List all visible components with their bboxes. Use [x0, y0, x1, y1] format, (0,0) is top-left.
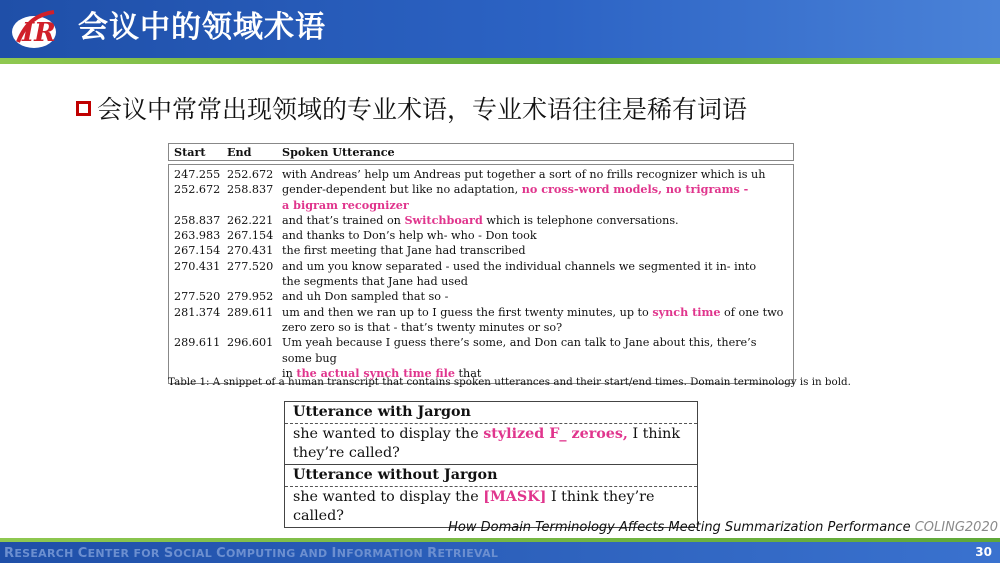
- start-time: 281.374: [174, 305, 221, 319]
- domain-term: no cross-word models, no trigrams -: [521, 182, 749, 197]
- header-utterance: Spoken Utterance: [282, 145, 395, 159]
- header-accent-stripe: [0, 58, 1000, 64]
- org-name-part: ETRIEVAL: [437, 547, 499, 560]
- without-jargon-header: Utterance without Jargon: [285, 464, 697, 487]
- end-time: [227, 320, 282, 335]
- citation-title: How Domain Terminology Affects Meeting Summarization Performance: [448, 520, 911, 535]
- utterance-text: [282, 167, 793, 182]
- transcript-table-header: [168, 143, 794, 161]
- org-name-part: OCIAL: [173, 547, 217, 560]
- org-name-part: R: [427, 546, 438, 561]
- start-time: 247.255: [174, 168, 221, 181]
- utterance-segment: in: [282, 366, 297, 380]
- end-time: 277.520: [227, 259, 274, 273]
- end-time: [227, 198, 282, 213]
- start-time: [169, 198, 227, 213]
- start-time: 277.520: [174, 290, 221, 304]
- end-time: 279.952: [227, 290, 274, 304]
- title-bar: [0, 0, 1000, 58]
- table-row: [169, 243, 793, 258]
- utterance-segment: and thanks to Don’s help wh- who - Don took: [282, 229, 537, 243]
- start-time: [169, 320, 227, 335]
- table-row-continuation: [169, 274, 793, 289]
- domain-term: synch time: [652, 304, 721, 319]
- utterance-text: [282, 243, 793, 258]
- start-time: [169, 274, 227, 289]
- end-time: 262.221: [227, 213, 274, 227]
- page-number: 30: [975, 545, 992, 559]
- slide-title: 会议中的领域术语: [78, 10, 326, 45]
- with-jargon-utterance: [285, 424, 697, 464]
- end-time: [227, 274, 282, 289]
- end-time: 296.601: [227, 336, 274, 350]
- paper-citation: [448, 520, 998, 535]
- org-name-part: I: [331, 546, 337, 561]
- org-name-part: NFORMATION: [336, 547, 428, 560]
- org-name-part: OMPUTING AND: [226, 547, 332, 560]
- transcript-table: [168, 143, 794, 384]
- end-time: 258.837: [227, 183, 274, 197]
- start-time: 252.672: [174, 183, 221, 197]
- utterance-segment: with Andreas’ help um Andreas put together a sort of no frills recognizer which is uh: [282, 168, 766, 181]
- table-row-continuation: [169, 320, 793, 335]
- utterance-segment: of one two: [720, 305, 784, 319]
- table-caption: Table 1: A snippet of a human transcript that contains spoken utterances and their start/end times. Domain terminology is in bold.: [168, 376, 851, 388]
- citation-venue: COLING2020: [914, 520, 998, 535]
- utterance-segment: the first meeting that Jane had transcribed: [282, 244, 526, 258]
- table-row: [169, 259, 793, 274]
- end-time: 270.431: [227, 244, 274, 258]
- end-time: 252.672: [227, 168, 274, 181]
- org-name-part: C: [77, 546, 88, 561]
- table-row: [169, 213, 793, 228]
- start-time: 270.431: [174, 259, 221, 273]
- utterance-segment: zero zero so is that - that’s twenty minutes or so?: [282, 320, 563, 334]
- start-time: 263.983: [174, 229, 221, 243]
- utterance-segment: and that’s trained on: [282, 213, 405, 227]
- table-row: [169, 305, 793, 320]
- utterance-text: [282, 320, 793, 335]
- org-name-part: R: [4, 546, 15, 561]
- header-end: End: [227, 145, 252, 159]
- utterance-segment: Um yeah because I guess there’s some, and Don can talk to Jane about this, there’s some bug: [282, 336, 757, 365]
- start-time: 267.154: [174, 244, 221, 258]
- jargon-comparison-table: [284, 401, 698, 528]
- domain-term: the actual synch time file: [296, 365, 455, 380]
- utterance-text: [282, 228, 793, 243]
- table-row-continuation: [169, 198, 793, 213]
- mask-token: [MASK]: [483, 489, 547, 505]
- start-time: 258.837: [174, 213, 221, 227]
- table-row: [169, 167, 793, 182]
- utterance-segment: that: [454, 366, 482, 380]
- utterance-text: [282, 259, 793, 274]
- utterance-text: [282, 213, 793, 228]
- utterance-text: [282, 274, 793, 289]
- utterance-segment: which is telephone conversations.: [482, 213, 679, 227]
- utterance-segment: and um you know separated - used the individual channels we segmented it in- into: [282, 259, 757, 273]
- table-row: [169, 289, 793, 304]
- utterance-text: [282, 198, 793, 213]
- without-jargon-text-before: she wanted to display the: [293, 489, 484, 505]
- with-jargon-text-after: I think they’re called?: [293, 426, 681, 461]
- with-jargon-term: stylized F_ zeroes,: [483, 426, 628, 442]
- start-time: 289.611: [174, 336, 221, 350]
- bullet-text: 会议中常常出现领域的专业术语，专业术语往往是稀有词语: [97, 95, 748, 124]
- svg-text:IR: IR: [22, 18, 56, 48]
- utterance-segment: the segments that Jane had used: [282, 275, 468, 289]
- utterance-segment: gender-dependent but like no adaptation,: [282, 183, 522, 197]
- domain-term: Switchboard: [404, 212, 483, 227]
- org-name-part: S: [163, 546, 174, 561]
- utterance-text: [282, 289, 793, 304]
- footer-bar: [0, 542, 1000, 563]
- bullet-point: [76, 88, 747, 128]
- transcript-table-body: [168, 164, 794, 384]
- hit-scir-logo-icon: [8, 4, 70, 54]
- hollow-square-icon: [76, 101, 91, 116]
- with-jargon-text-before: she wanted to display the: [293, 426, 484, 442]
- end-time: 267.154: [227, 229, 274, 243]
- header-start: Start: [174, 145, 206, 159]
- end-time: 289.611: [227, 305, 274, 319]
- with-jargon-header: Utterance with Jargon: [285, 402, 697, 424]
- utterance-text: [282, 335, 793, 366]
- org-name-part: ENTER FOR: [87, 547, 164, 560]
- utterance-segment: um and then we ran up to I guess the first twenty minutes, up to: [282, 305, 653, 319]
- without-jargon-text-after: I think they’re called?: [293, 489, 655, 524]
- organization-name: [4, 546, 498, 561]
- utterance-text: [282, 305, 793, 320]
- utterance-segment: and uh Don sampled that so -: [282, 290, 449, 304]
- org-name-part: C: [216, 546, 226, 561]
- table-row: [169, 228, 793, 243]
- table-row: [169, 335, 793, 366]
- org-name-part: ESEARCH: [14, 547, 78, 560]
- domain-term: a bigram recognizer: [282, 197, 409, 212]
- table-row: [169, 182, 793, 197]
- utterance-text: [282, 182, 793, 197]
